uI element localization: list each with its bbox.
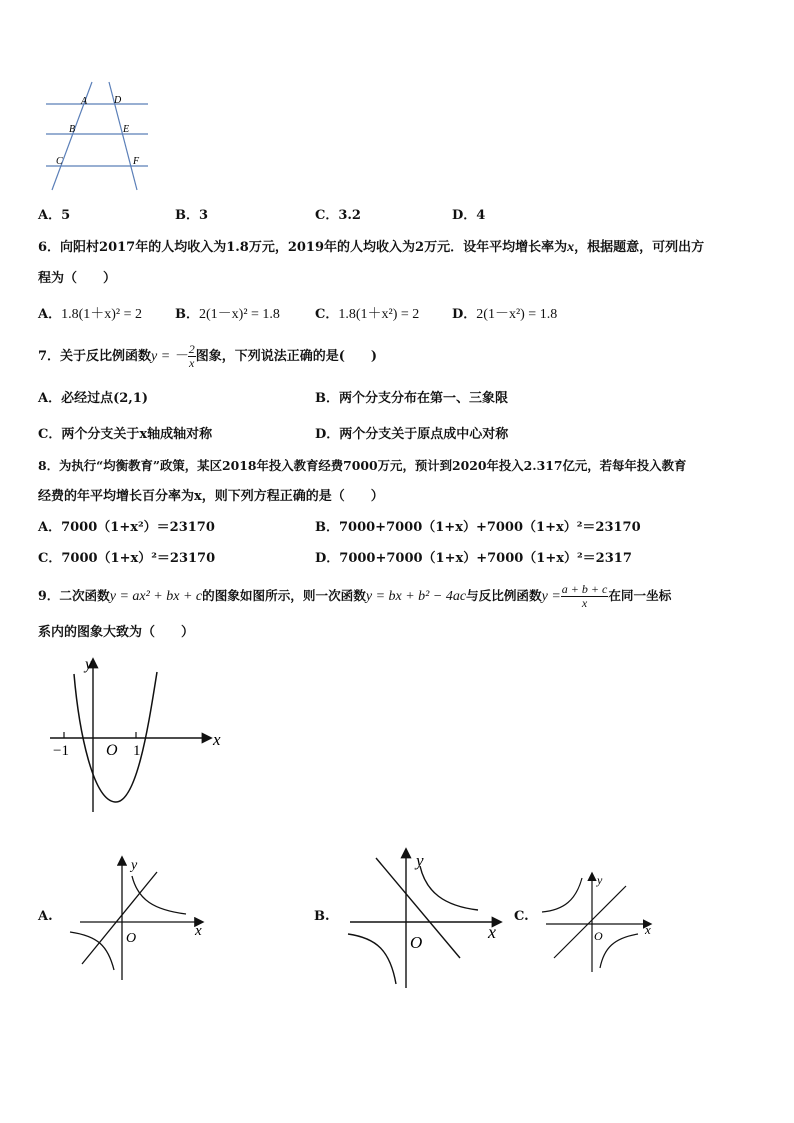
q6-option-b	[175, 306, 280, 324]
point-label-f: F	[133, 156, 140, 167]
y-axis-label: y	[131, 858, 138, 873]
linear-line	[82, 872, 157, 964]
option-text: 1.8(1＋x²) = 2	[338, 307, 420, 322]
q6-option-c	[315, 306, 419, 324]
origin-label: O	[410, 933, 423, 952]
hyperbola-branch-1	[542, 878, 582, 912]
q8-stem-line2: 经费的年平均增长百分率为x，则下列方程正确的是（ ）	[38, 489, 384, 504]
q6-stem-end: ，根据题意，可列出方	[574, 240, 705, 255]
q9-fraction	[561, 583, 609, 610]
q7-fraction	[188, 343, 196, 370]
parallel-lines-figure	[40, 80, 160, 195]
q7-option-d	[315, 426, 508, 444]
option-key: C．	[315, 307, 339, 322]
option-text: 7000（1+x）²＝23170	[61, 551, 216, 566]
option-text: 7000+7000（1+x）+7000（1+x）²＝23170	[339, 520, 641, 535]
origin-label: O	[106, 742, 118, 759]
q5-option-a	[38, 207, 70, 225]
q9-stem-line1	[38, 578, 671, 615]
option-key: A．	[38, 208, 62, 223]
x-axis-label: x	[195, 923, 202, 939]
x-axis-label: x	[213, 730, 221, 749]
q9-prefix: 9．二次函数	[38, 588, 110, 603]
y-axis-label: y	[85, 656, 93, 673]
option-text: 两个分支关于原点成中心对称	[339, 427, 509, 442]
q6-option-a	[38, 306, 142, 324]
option-text: 必经过点(2,1)	[61, 391, 149, 406]
parabola-curve	[74, 672, 157, 802]
option-text: 1.8(1＋x)² = 2	[61, 307, 143, 322]
q9-inverse-lhs: y =	[541, 589, 561, 604]
hyperbola-branch-2	[348, 934, 396, 984]
x-axis-label: x	[488, 922, 496, 942]
q8-stem-line1: 8．为执行“均衡教育”政策，某区2018年投入教育经费7000万元，预计到2020年投入2.317亿元，若每年投入教育	[38, 458, 687, 473]
option-key: A．	[38, 307, 62, 322]
q8-option-a	[38, 519, 215, 537]
x-axis-label: x	[645, 922, 651, 937]
option-key: D．	[452, 208, 477, 223]
option-key: B．	[175, 208, 199, 223]
q9-frac-num: a + b + c	[561, 582, 608, 596]
option-key: C．	[38, 551, 62, 566]
point-label-b: B	[69, 124, 76, 135]
option-text: 两个分支关于x轴成轴对称	[61, 427, 213, 442]
tick-label-neg1: −1	[53, 743, 69, 759]
q9-stem-line2: 系内的图象大致为（ ）	[38, 625, 195, 640]
hyperbola-branch-2	[600, 934, 638, 968]
q7-stem-suffix: 图象，下列说法正确的是( )	[195, 349, 378, 364]
option-key: D．	[452, 307, 477, 322]
q8-option-d	[315, 550, 632, 568]
q9-option-a-graph	[62, 852, 212, 984]
q7-stem-prefix: 7．关于反比例函数	[38, 349, 152, 364]
option-key: A．	[38, 391, 62, 406]
point-label-a: A	[81, 96, 88, 107]
q6-stem-line2: 程为（ ）	[38, 271, 117, 286]
q5-option-b	[175, 207, 208, 225]
option-text: 5	[61, 208, 71, 223]
q9-mid2: 与反比例函数	[466, 588, 542, 603]
q8-option-c	[38, 550, 215, 568]
option-key: B．	[315, 520, 339, 535]
option-text: 4	[476, 208, 486, 223]
point-label-e: E	[123, 124, 130, 135]
option-key: B．	[175, 307, 199, 322]
q7-func-lhs: y = －	[151, 349, 188, 364]
q9-option-a-label: A.	[38, 909, 53, 924]
parabola-graph	[45, 652, 230, 817]
option-text: 3	[199, 208, 209, 223]
q9-mid1: 的图象如图所示，则一次函数	[202, 588, 366, 603]
q9-option-b-label: B.	[314, 909, 330, 924]
q7-frac-num: 2	[188, 342, 195, 356]
option-key: D．	[315, 551, 340, 566]
origin-label: O	[126, 931, 137, 946]
option-key: C．	[315, 208, 339, 223]
q9-option-b-graph	[340, 846, 510, 992]
option-text: 两个分支分布在第一、三象限	[339, 391, 509, 406]
q6-stem-text: 6．向阳村2017年的人均收入为1.8万元，2019年的人均收入为2万元．设年平均增长率为	[38, 240, 568, 255]
q7-frac-den: x	[189, 356, 195, 370]
y-axis-label: y	[597, 873, 603, 887]
q8-option-b	[315, 519, 641, 537]
tick-label-1: 1	[133, 743, 141, 759]
hyperbola-branch-1	[420, 866, 478, 910]
q9-option-c-label: C.	[514, 909, 529, 924]
option-text: 7000+7000（1+x）+7000（1+x）²＝2317	[339, 551, 632, 566]
q5-option-d	[452, 207, 485, 225]
option-key: A．	[38, 520, 62, 535]
q6-var: x	[567, 240, 575, 255]
option-key: D．	[315, 427, 340, 442]
option-text: 2(1－x)² = 1.8	[199, 307, 280, 322]
q9-linear: y = bx + b² − 4ac	[365, 589, 467, 604]
q7-option-c	[38, 426, 212, 444]
q7-option-a	[38, 390, 148, 408]
q9-option-c-graph	[538, 868, 663, 976]
q6-stem-line1	[38, 239, 704, 257]
option-text: 2(1－x²) = 1.8	[476, 307, 558, 322]
option-text: 7000（1+x²）＝23170	[61, 520, 215, 535]
point-label-c: C	[56, 156, 63, 167]
q7-stem	[38, 340, 377, 374]
origin-label: O	[594, 929, 603, 943]
hyperbola-branch-1	[132, 876, 186, 914]
q9-frac-den: x	[581, 596, 588, 610]
option-text: 3.2	[338, 208, 361, 223]
q9-end1: 在同一坐标	[608, 588, 672, 603]
q5-option-c	[315, 207, 361, 225]
point-label-d: D	[114, 95, 122, 106]
linear-line	[554, 886, 626, 958]
option-key: B．	[315, 391, 339, 406]
q7-option-b	[315, 390, 508, 408]
q6-option-d	[452, 306, 557, 324]
q9-quadratic: y = ax² + bx + c	[109, 589, 203, 604]
option-key: C．	[38, 427, 62, 442]
y-axis-label: y	[416, 851, 424, 870]
